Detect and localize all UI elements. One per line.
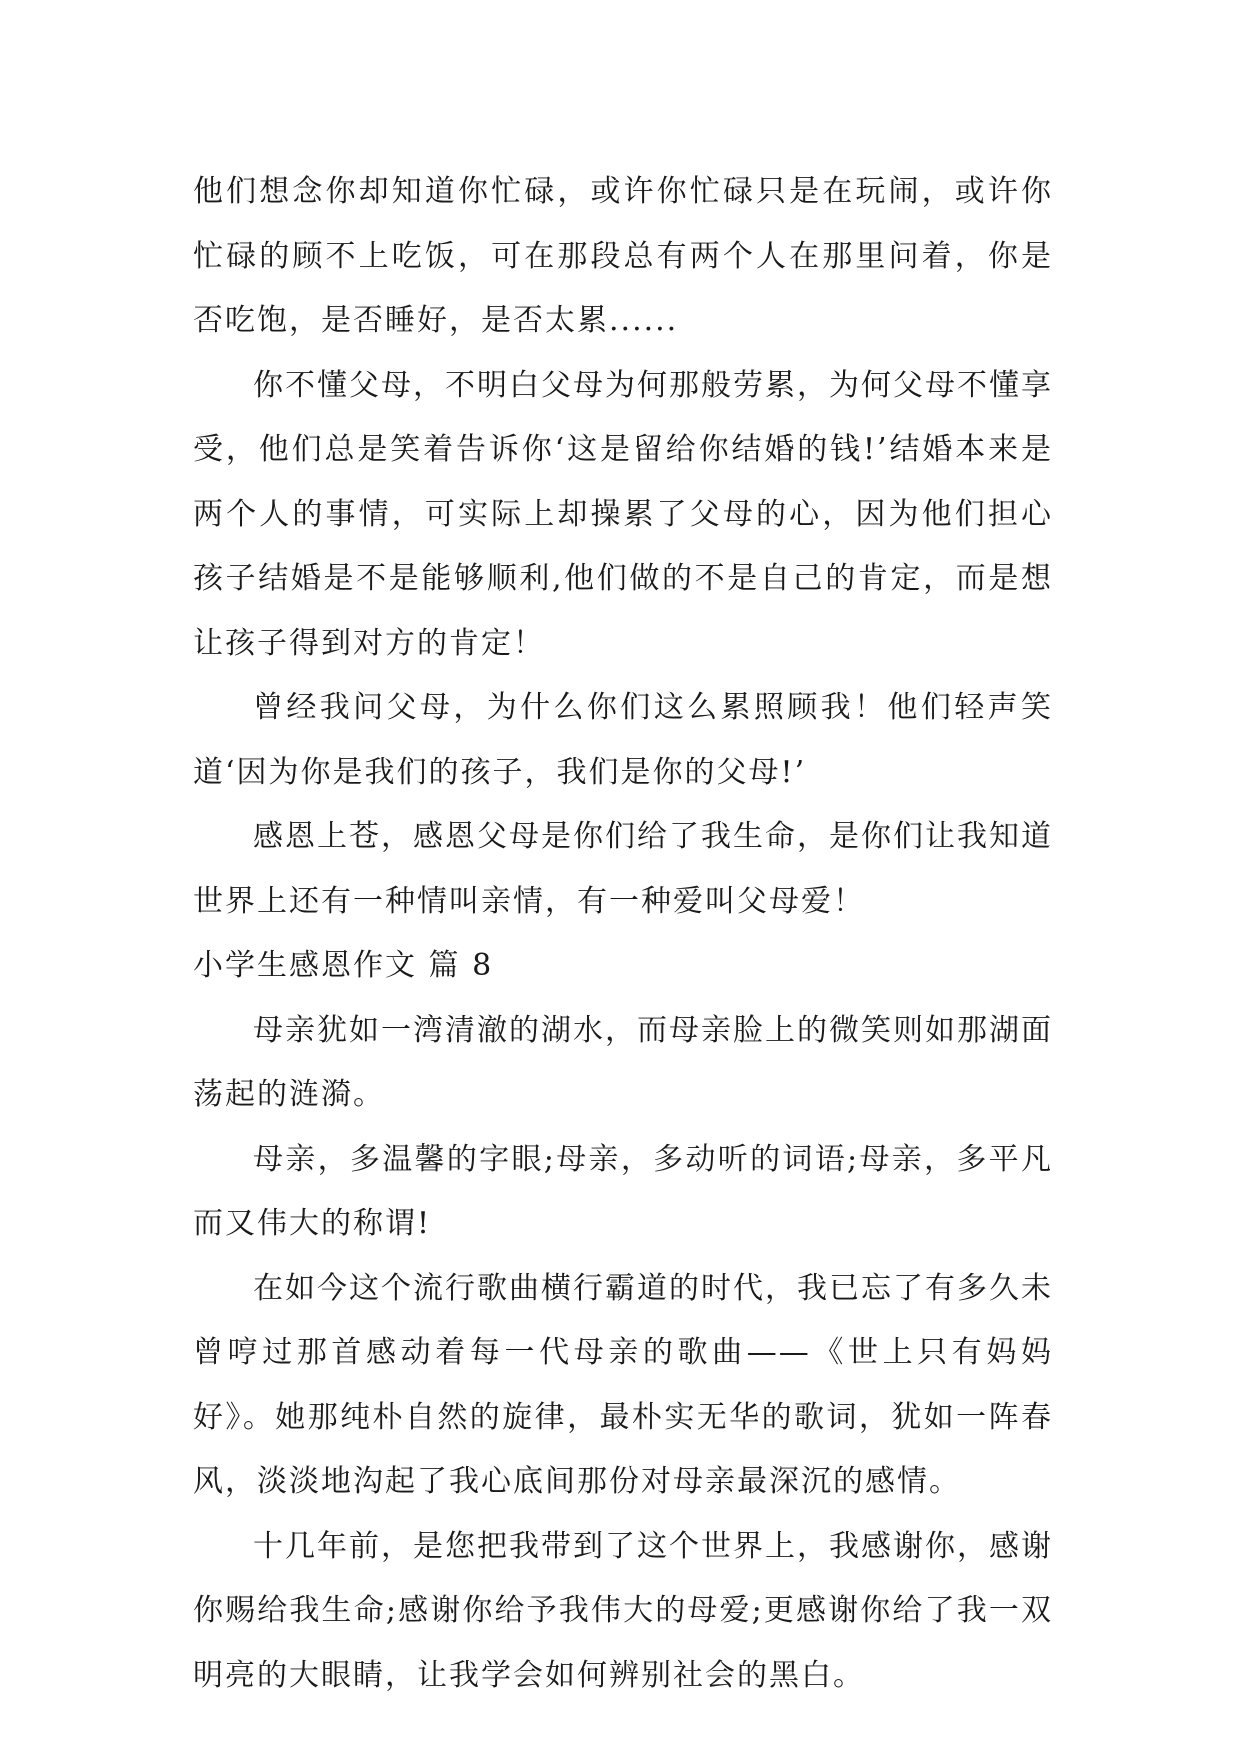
- paragraph: 母亲，多温馨的字眼;母亲，多动听的词语;母亲，多平凡而又伟大的称谓!: [193, 1141, 1053, 1241]
- paragraph: 母亲犹如一湾清澈的湖水，而母亲脸上的微笑则如那湖面荡起的涟漪。: [193, 1012, 1053, 1112]
- paragraph: 他们想念你却知道你忙碌，或许你忙碌只是在玩闹，或许你忙碌的顾不上吃饭，可在那段总有两个人在那里问着，你是否吃饱，是否睡好，是否太累......: [193, 174, 1053, 338]
- paragraph: 在如今这个流行歌曲横行霸道的时代，我已忘了有多久未曾哼过那首感动着每一代母亲的歌曲——《世上只有妈妈好》。她那纯朴自然的旋律，最朴实无华的歌词，犹如一阵春风，淡淡地沟起了我心底间那份对母亲最深沉的感情。: [193, 1270, 1053, 1499]
- paragraph: 感恩上苍，感恩父母是你们给了我生命，是你们让我知道世界上还有一种情叫亲情，有一种爱叫父母爱！: [193, 819, 1053, 919]
- paragraph: 十几年前，是您把我带到了这个世界上，我感谢你，感谢你赐给我生命;感谢你给予我伟大的母爱;更感谢你给了我一双明亮的大眼睛，让我学会如何辨别社会的黑白。: [193, 1528, 1053, 1693]
- paragraph: 曾经我问父母，为什么你们这么累照顾我！他们轻声笑道‘因为你是我们的孩子，我们是你的父母!’: [193, 690, 1053, 790]
- section-title: 小学生感恩作文 篇 8: [193, 948, 494, 983]
- paragraph: 你不懂父母，不明白父母为何那般劳累，为何父母不懂享受，他们总是笑着告诉你‘这是留给你结婚的钱!’结婚本来是两个人的事情，可实际上却操累了父母的心，因为他们担心孩子结婚是不是能够顺利,他们做的不是自己的肯定，而是想让孩子得到对方的肯定！: [193, 367, 1053, 661]
- document-body: [193, 160, 1053, 1708]
